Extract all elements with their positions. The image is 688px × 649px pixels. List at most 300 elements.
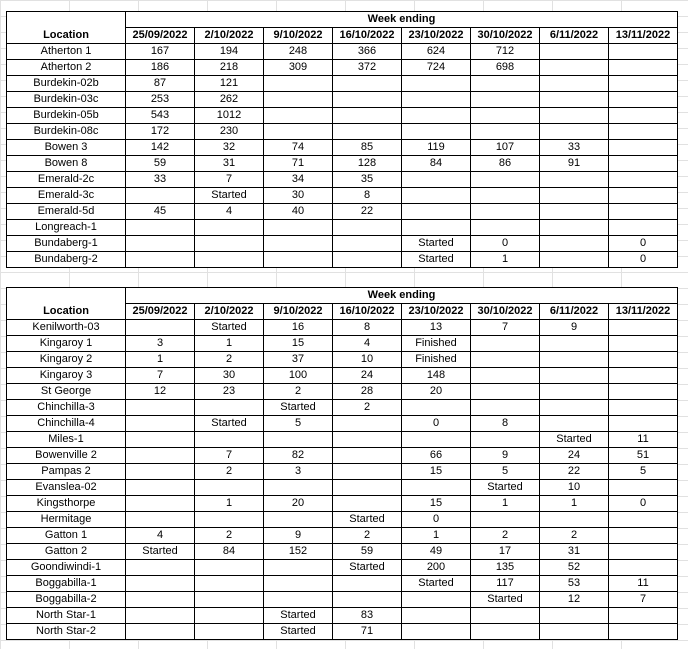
value-cell[interactable]: 724 bbox=[402, 60, 471, 76]
value-cell[interactable]: 142 bbox=[126, 140, 195, 156]
value-cell[interactable] bbox=[126, 496, 195, 512]
value-cell[interactable] bbox=[126, 592, 195, 608]
value-cell[interactable]: 200 bbox=[402, 560, 471, 576]
value-cell[interactable] bbox=[471, 608, 540, 624]
value-cell[interactable]: 8 bbox=[471, 416, 540, 432]
value-cell[interactable] bbox=[540, 76, 609, 92]
value-cell[interactable] bbox=[609, 352, 678, 368]
location-cell[interactable]: St George bbox=[7, 384, 126, 400]
value-cell[interactable] bbox=[126, 220, 195, 236]
value-cell[interactable]: Started bbox=[126, 544, 195, 560]
value-cell[interactable]: 2 bbox=[471, 528, 540, 544]
value-cell[interactable]: 53 bbox=[540, 576, 609, 592]
value-cell[interactable] bbox=[195, 220, 264, 236]
value-cell[interactable]: 12 bbox=[126, 384, 195, 400]
value-cell[interactable] bbox=[333, 576, 402, 592]
value-cell[interactable] bbox=[126, 512, 195, 528]
value-cell[interactable] bbox=[540, 44, 609, 60]
location-cell[interactable]: Emerald-2c bbox=[7, 172, 126, 188]
value-cell[interactable]: 20 bbox=[402, 384, 471, 400]
value-cell[interactable]: Finished bbox=[402, 336, 471, 352]
value-cell[interactable] bbox=[540, 188, 609, 204]
value-cell[interactable] bbox=[333, 76, 402, 92]
value-cell[interactable] bbox=[264, 432, 333, 448]
value-cell[interactable]: 32 bbox=[195, 140, 264, 156]
value-cell[interactable] bbox=[540, 368, 609, 384]
value-cell[interactable] bbox=[402, 480, 471, 496]
value-cell[interactable] bbox=[609, 544, 678, 560]
value-cell[interactable] bbox=[333, 496, 402, 512]
value-cell[interactable]: 17 bbox=[471, 544, 540, 560]
value-cell[interactable] bbox=[264, 92, 333, 108]
value-cell[interactable] bbox=[264, 220, 333, 236]
value-cell[interactable] bbox=[126, 624, 195, 640]
value-cell[interactable] bbox=[540, 400, 609, 416]
value-cell[interactable]: 7 bbox=[471, 320, 540, 336]
value-cell[interactable]: 7 bbox=[126, 368, 195, 384]
value-cell[interactable] bbox=[540, 124, 609, 140]
value-cell[interactable] bbox=[540, 336, 609, 352]
value-cell[interactable]: 712 bbox=[471, 44, 540, 60]
value-cell[interactable]: Finished bbox=[402, 352, 471, 368]
value-cell[interactable] bbox=[402, 172, 471, 188]
value-cell[interactable] bbox=[195, 252, 264, 268]
value-cell[interactable] bbox=[402, 76, 471, 92]
value-cell[interactable]: 34 bbox=[264, 172, 333, 188]
value-cell[interactable]: 0 bbox=[402, 416, 471, 432]
location-cell[interactable]: North Star-1 bbox=[7, 608, 126, 624]
value-cell[interactable]: 40 bbox=[264, 204, 333, 220]
value-cell[interactable]: 186 bbox=[126, 60, 195, 76]
value-cell[interactable] bbox=[471, 352, 540, 368]
value-cell[interactable]: 33 bbox=[126, 172, 195, 188]
location-cell[interactable]: Emerald-5d bbox=[7, 204, 126, 220]
location-cell[interactable]: Atherton 1 bbox=[7, 44, 126, 60]
value-cell[interactable] bbox=[126, 480, 195, 496]
value-cell[interactable] bbox=[540, 512, 609, 528]
location-cell[interactable]: Kingaroy 1 bbox=[7, 336, 126, 352]
value-cell[interactable]: Started bbox=[402, 252, 471, 268]
location-cell[interactable]: Burdekin-05b bbox=[7, 108, 126, 124]
value-cell[interactable] bbox=[333, 432, 402, 448]
value-cell[interactable]: 1 bbox=[540, 496, 609, 512]
value-cell[interactable] bbox=[264, 236, 333, 252]
value-cell[interactable] bbox=[540, 172, 609, 188]
value-cell[interactable] bbox=[540, 92, 609, 108]
value-cell[interactable] bbox=[195, 236, 264, 252]
value-cell[interactable] bbox=[540, 624, 609, 640]
value-cell[interactable]: 5 bbox=[609, 464, 678, 480]
value-cell[interactable]: 3 bbox=[264, 464, 333, 480]
value-cell[interactable] bbox=[402, 108, 471, 124]
value-cell[interactable] bbox=[195, 480, 264, 496]
value-cell[interactable] bbox=[264, 76, 333, 92]
value-cell[interactable] bbox=[609, 156, 678, 172]
location-cell[interactable]: Kingaroy 3 bbox=[7, 368, 126, 384]
value-cell[interactable]: 8 bbox=[333, 188, 402, 204]
value-cell[interactable] bbox=[126, 416, 195, 432]
value-cell[interactable]: 13 bbox=[402, 320, 471, 336]
location-cell[interactable]: Chinchilla-3 bbox=[7, 400, 126, 416]
value-cell[interactable]: 85 bbox=[333, 140, 402, 156]
value-cell[interactable] bbox=[540, 352, 609, 368]
value-cell[interactable] bbox=[471, 400, 540, 416]
location-cell[interactable]: Chinchilla-4 bbox=[7, 416, 126, 432]
value-cell[interactable]: 1 bbox=[471, 252, 540, 268]
value-cell[interactable] bbox=[333, 448, 402, 464]
value-cell[interactable] bbox=[609, 416, 678, 432]
value-cell[interactable]: 7 bbox=[609, 592, 678, 608]
value-cell[interactable] bbox=[471, 108, 540, 124]
value-cell[interactable] bbox=[402, 220, 471, 236]
value-cell[interactable]: 1 bbox=[195, 336, 264, 352]
value-cell[interactable]: 20 bbox=[264, 496, 333, 512]
value-cell[interactable]: 1 bbox=[126, 352, 195, 368]
value-cell[interactable]: 82 bbox=[264, 448, 333, 464]
value-cell[interactable] bbox=[471, 204, 540, 220]
value-cell[interactable] bbox=[609, 560, 678, 576]
location-cell[interactable]: Kenilworth-03 bbox=[7, 320, 126, 336]
value-cell[interactable] bbox=[471, 624, 540, 640]
value-cell[interactable] bbox=[333, 236, 402, 252]
value-cell[interactable]: 152 bbox=[264, 544, 333, 560]
value-cell[interactable]: Started bbox=[540, 432, 609, 448]
value-cell[interactable] bbox=[264, 576, 333, 592]
value-cell[interactable] bbox=[609, 336, 678, 352]
value-cell[interactable]: Started bbox=[264, 624, 333, 640]
value-cell[interactable] bbox=[195, 608, 264, 624]
value-cell[interactable] bbox=[126, 320, 195, 336]
value-cell[interactable]: 624 bbox=[402, 44, 471, 60]
location-cell[interactable]: Burdekin-03c bbox=[7, 92, 126, 108]
value-cell[interactable]: 45 bbox=[126, 204, 195, 220]
value-cell[interactable]: 253 bbox=[126, 92, 195, 108]
value-cell[interactable]: 22 bbox=[333, 204, 402, 220]
value-cell[interactable]: 24 bbox=[333, 368, 402, 384]
value-cell[interactable]: 107 bbox=[471, 140, 540, 156]
value-cell[interactable] bbox=[540, 236, 609, 252]
value-cell[interactable] bbox=[540, 204, 609, 220]
value-cell[interactable]: 309 bbox=[264, 60, 333, 76]
value-cell[interactable]: 0 bbox=[609, 236, 678, 252]
value-cell[interactable] bbox=[609, 384, 678, 400]
value-cell[interactable] bbox=[609, 92, 678, 108]
value-cell[interactable]: 11 bbox=[609, 432, 678, 448]
value-cell[interactable]: 8 bbox=[333, 320, 402, 336]
value-cell[interactable] bbox=[471, 220, 540, 236]
value-cell[interactable] bbox=[195, 576, 264, 592]
value-cell[interactable] bbox=[126, 432, 195, 448]
value-cell[interactable] bbox=[471, 188, 540, 204]
value-cell[interactable]: Started bbox=[471, 480, 540, 496]
location-cell[interactable]: Kingaroy 2 bbox=[7, 352, 126, 368]
location-cell[interactable]: Longreach-1 bbox=[7, 220, 126, 236]
value-cell[interactable] bbox=[471, 92, 540, 108]
value-cell[interactable]: 0 bbox=[609, 496, 678, 512]
value-cell[interactable]: Started bbox=[195, 320, 264, 336]
value-cell[interactable]: 5 bbox=[471, 464, 540, 480]
value-cell[interactable] bbox=[540, 384, 609, 400]
location-cell[interactable]: Bundaberg-2 bbox=[7, 252, 126, 268]
value-cell[interactable]: 4 bbox=[195, 204, 264, 220]
value-cell[interactable] bbox=[609, 528, 678, 544]
value-cell[interactable]: Started bbox=[195, 416, 264, 432]
value-cell[interactable]: 86 bbox=[471, 156, 540, 172]
value-cell[interactable] bbox=[126, 448, 195, 464]
value-cell[interactable] bbox=[333, 220, 402, 236]
value-cell[interactable] bbox=[609, 44, 678, 60]
value-cell[interactable] bbox=[126, 608, 195, 624]
value-cell[interactable] bbox=[471, 368, 540, 384]
value-cell[interactable]: 33 bbox=[540, 140, 609, 156]
value-cell[interactable] bbox=[471, 76, 540, 92]
value-cell[interactable] bbox=[540, 416, 609, 432]
value-cell[interactable]: 119 bbox=[402, 140, 471, 156]
location-cell[interactable]: Boggabilla-1 bbox=[7, 576, 126, 592]
value-cell[interactable] bbox=[609, 512, 678, 528]
value-cell[interactable]: 91 bbox=[540, 156, 609, 172]
location-cell[interactable]: Atherton 2 bbox=[7, 60, 126, 76]
value-cell[interactable] bbox=[264, 512, 333, 528]
value-cell[interactable] bbox=[333, 124, 402, 140]
value-cell[interactable]: 2 bbox=[540, 528, 609, 544]
value-cell[interactable]: 698 bbox=[471, 60, 540, 76]
value-cell[interactable]: Started bbox=[195, 188, 264, 204]
value-cell[interactable] bbox=[471, 336, 540, 352]
value-cell[interactable] bbox=[609, 140, 678, 156]
value-cell[interactable]: 83 bbox=[333, 608, 402, 624]
value-cell[interactable]: 9 bbox=[264, 528, 333, 544]
value-cell[interactable] bbox=[609, 188, 678, 204]
value-cell[interactable] bbox=[195, 400, 264, 416]
value-cell[interactable] bbox=[609, 320, 678, 336]
value-cell[interactable] bbox=[195, 512, 264, 528]
value-cell[interactable]: 10 bbox=[333, 352, 402, 368]
value-cell[interactable] bbox=[609, 368, 678, 384]
value-cell[interactable]: 11 bbox=[609, 576, 678, 592]
value-cell[interactable] bbox=[402, 608, 471, 624]
value-cell[interactable]: 9 bbox=[540, 320, 609, 336]
value-cell[interactable] bbox=[264, 560, 333, 576]
value-cell[interactable]: 1012 bbox=[195, 108, 264, 124]
value-cell[interactable]: 3 bbox=[126, 336, 195, 352]
value-cell[interactable] bbox=[126, 400, 195, 416]
value-cell[interactable]: 372 bbox=[333, 60, 402, 76]
value-cell[interactable] bbox=[264, 592, 333, 608]
value-cell[interactable] bbox=[333, 92, 402, 108]
value-cell[interactable]: 71 bbox=[333, 624, 402, 640]
value-cell[interactable]: 31 bbox=[540, 544, 609, 560]
value-cell[interactable] bbox=[540, 608, 609, 624]
value-cell[interactable]: 1 bbox=[402, 528, 471, 544]
value-cell[interactable]: 0 bbox=[402, 512, 471, 528]
value-cell[interactable] bbox=[264, 252, 333, 268]
value-cell[interactable]: 2 bbox=[195, 464, 264, 480]
value-cell[interactable]: 30 bbox=[264, 188, 333, 204]
value-cell[interactable]: 2 bbox=[195, 352, 264, 368]
value-cell[interactable]: 7 bbox=[195, 448, 264, 464]
value-cell[interactable]: Started bbox=[333, 560, 402, 576]
value-cell[interactable]: 4 bbox=[333, 336, 402, 352]
value-cell[interactable]: 0 bbox=[471, 236, 540, 252]
value-cell[interactable]: 1 bbox=[195, 496, 264, 512]
value-cell[interactable] bbox=[609, 608, 678, 624]
value-cell[interactable] bbox=[609, 60, 678, 76]
value-cell[interactable]: 59 bbox=[333, 544, 402, 560]
value-cell[interactable]: 128 bbox=[333, 156, 402, 172]
location-cell[interactable]: Miles-1 bbox=[7, 432, 126, 448]
value-cell[interactable] bbox=[333, 464, 402, 480]
location-cell[interactable]: Burdekin-08c bbox=[7, 124, 126, 140]
value-cell[interactable] bbox=[402, 188, 471, 204]
value-cell[interactable] bbox=[471, 384, 540, 400]
value-cell[interactable]: 15 bbox=[402, 464, 471, 480]
value-cell[interactable]: 59 bbox=[126, 156, 195, 172]
value-cell[interactable]: 9 bbox=[471, 448, 540, 464]
value-cell[interactable] bbox=[333, 252, 402, 268]
value-cell[interactable] bbox=[333, 108, 402, 124]
value-cell[interactable] bbox=[126, 236, 195, 252]
value-cell[interactable]: 87 bbox=[126, 76, 195, 92]
value-cell[interactable]: 84 bbox=[402, 156, 471, 172]
value-cell[interactable] bbox=[195, 592, 264, 608]
value-cell[interactable] bbox=[402, 624, 471, 640]
value-cell[interactable] bbox=[402, 204, 471, 220]
value-cell[interactable]: 117 bbox=[471, 576, 540, 592]
value-cell[interactable]: 148 bbox=[402, 368, 471, 384]
location-cell[interactable]: Bowen 3 bbox=[7, 140, 126, 156]
location-cell[interactable]: Evanslea-02 bbox=[7, 480, 126, 496]
value-cell[interactable]: 262 bbox=[195, 92, 264, 108]
value-cell[interactable] bbox=[609, 108, 678, 124]
value-cell[interactable]: 71 bbox=[264, 156, 333, 172]
value-cell[interactable] bbox=[126, 560, 195, 576]
value-cell[interactable] bbox=[195, 432, 264, 448]
value-cell[interactable]: 51 bbox=[609, 448, 678, 464]
value-cell[interactable]: 84 bbox=[195, 544, 264, 560]
value-cell[interactable]: 30 bbox=[195, 368, 264, 384]
value-cell[interactable] bbox=[126, 188, 195, 204]
value-cell[interactable]: 1 bbox=[471, 496, 540, 512]
value-cell[interactable] bbox=[471, 432, 540, 448]
value-cell[interactable] bbox=[126, 576, 195, 592]
value-cell[interactable]: 230 bbox=[195, 124, 264, 140]
value-cell[interactable] bbox=[264, 124, 333, 140]
location-cell[interactable]: Bowenville 2 bbox=[7, 448, 126, 464]
location-cell[interactable]: Kingsthorpe bbox=[7, 496, 126, 512]
value-cell[interactable] bbox=[402, 124, 471, 140]
value-cell[interactable]: 121 bbox=[195, 76, 264, 92]
value-cell[interactable] bbox=[540, 252, 609, 268]
value-cell[interactable]: 194 bbox=[195, 44, 264, 60]
value-cell[interactable] bbox=[471, 512, 540, 528]
value-cell[interactable] bbox=[333, 416, 402, 432]
value-cell[interactable] bbox=[126, 464, 195, 480]
value-cell[interactable] bbox=[195, 624, 264, 640]
value-cell[interactable]: 37 bbox=[264, 352, 333, 368]
value-cell[interactable]: 12 bbox=[540, 592, 609, 608]
value-cell[interactable] bbox=[609, 480, 678, 496]
value-cell[interactable] bbox=[471, 172, 540, 188]
value-cell[interactable]: 4 bbox=[126, 528, 195, 544]
value-cell[interactable]: 24 bbox=[540, 448, 609, 464]
location-cell[interactable]: Bowen 8 bbox=[7, 156, 126, 172]
value-cell[interactable] bbox=[402, 592, 471, 608]
location-cell[interactable]: Gatton 2 bbox=[7, 544, 126, 560]
value-cell[interactable] bbox=[333, 480, 402, 496]
value-cell[interactable]: 16 bbox=[264, 320, 333, 336]
location-cell[interactable]: Pampas 2 bbox=[7, 464, 126, 480]
value-cell[interactable]: 49 bbox=[402, 544, 471, 560]
value-cell[interactable]: Started bbox=[402, 576, 471, 592]
location-cell[interactable]: Hermitage bbox=[7, 512, 126, 528]
value-cell[interactable] bbox=[333, 592, 402, 608]
location-cell[interactable]: Goondiwindi-1 bbox=[7, 560, 126, 576]
value-cell[interactable] bbox=[609, 204, 678, 220]
value-cell[interactable] bbox=[609, 76, 678, 92]
location-cell[interactable]: Boggabilla-2 bbox=[7, 592, 126, 608]
value-cell[interactable]: 218 bbox=[195, 60, 264, 76]
value-cell[interactable] bbox=[540, 60, 609, 76]
value-cell[interactable]: 23 bbox=[195, 384, 264, 400]
value-cell[interactable] bbox=[609, 172, 678, 188]
value-cell[interactable]: Started bbox=[471, 592, 540, 608]
location-cell[interactable]: Emerald-3c bbox=[7, 188, 126, 204]
value-cell[interactable]: 7 bbox=[195, 172, 264, 188]
value-cell[interactable]: 31 bbox=[195, 156, 264, 172]
value-cell[interactable]: 2 bbox=[333, 528, 402, 544]
value-cell[interactable]: Started bbox=[333, 512, 402, 528]
value-cell[interactable]: 543 bbox=[126, 108, 195, 124]
value-cell[interactable]: 366 bbox=[333, 44, 402, 60]
value-cell[interactable]: 2 bbox=[264, 384, 333, 400]
location-cell[interactable]: North Star-2 bbox=[7, 624, 126, 640]
value-cell[interactable] bbox=[402, 400, 471, 416]
value-cell[interactable] bbox=[609, 124, 678, 140]
value-cell[interactable] bbox=[264, 480, 333, 496]
value-cell[interactable]: 28 bbox=[333, 384, 402, 400]
location-cell[interactable]: Bundaberg-1 bbox=[7, 236, 126, 252]
value-cell[interactable]: 52 bbox=[540, 560, 609, 576]
value-cell[interactable] bbox=[609, 220, 678, 236]
value-cell[interactable] bbox=[609, 624, 678, 640]
location-cell[interactable]: Gatton 1 bbox=[7, 528, 126, 544]
value-cell[interactable]: 10 bbox=[540, 480, 609, 496]
value-cell[interactable]: 100 bbox=[264, 368, 333, 384]
value-cell[interactable] bbox=[126, 252, 195, 268]
location-cell[interactable]: Burdekin-02b bbox=[7, 76, 126, 92]
value-cell[interactable]: Started bbox=[402, 236, 471, 252]
value-cell[interactable] bbox=[540, 108, 609, 124]
value-cell[interactable]: Started bbox=[264, 400, 333, 416]
value-cell[interactable]: 2 bbox=[333, 400, 402, 416]
value-cell[interactable]: 172 bbox=[126, 124, 195, 140]
value-cell[interactable]: 22 bbox=[540, 464, 609, 480]
value-cell[interactable]: 74 bbox=[264, 140, 333, 156]
value-cell[interactable]: 15 bbox=[402, 496, 471, 512]
value-cell[interactable]: 0 bbox=[609, 252, 678, 268]
value-cell[interactable] bbox=[264, 108, 333, 124]
value-cell[interactable]: 15 bbox=[264, 336, 333, 352]
value-cell[interactable]: 5 bbox=[264, 416, 333, 432]
value-cell[interactable]: 248 bbox=[264, 44, 333, 60]
value-cell[interactable]: 35 bbox=[333, 172, 402, 188]
value-cell[interactable] bbox=[402, 92, 471, 108]
value-cell[interactable]: 66 bbox=[402, 448, 471, 464]
value-cell[interactable]: 2 bbox=[195, 528, 264, 544]
value-cell[interactable] bbox=[195, 560, 264, 576]
value-cell[interactable] bbox=[471, 124, 540, 140]
